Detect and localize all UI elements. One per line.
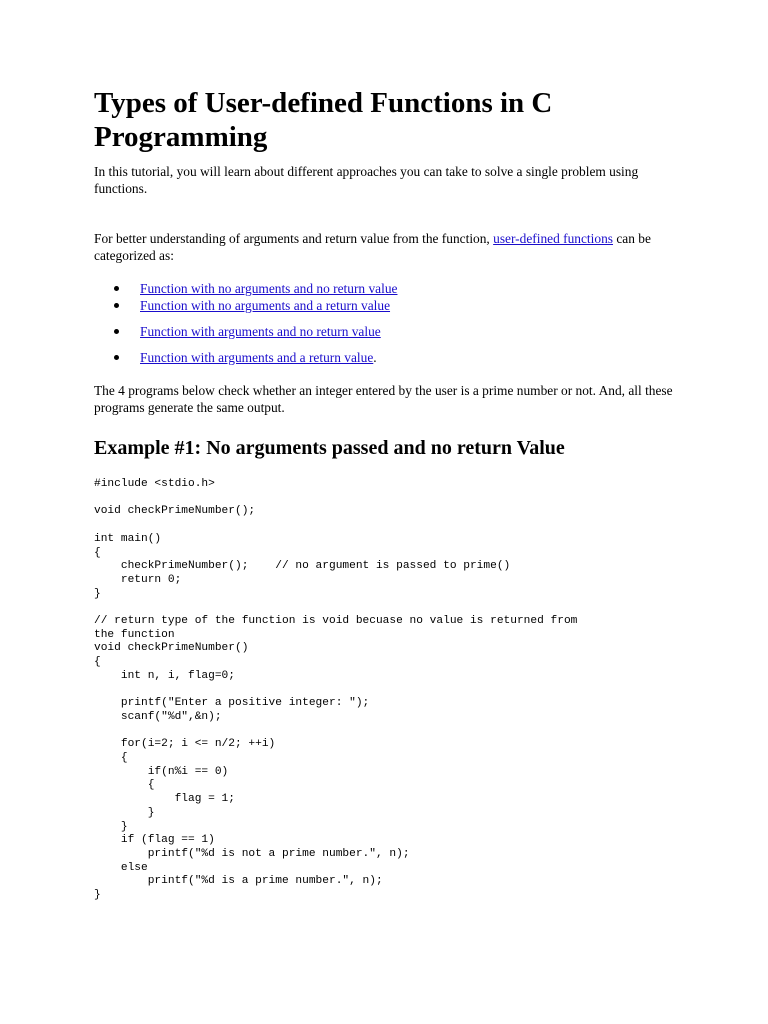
category-link-no-args-return[interactable]: Function with no arguments and a return value [140, 298, 391, 313]
list-item [94, 323, 694, 340]
category-link-args-no-return[interactable]: Function with arguments and no return value [140, 324, 381, 339]
document-page [94, 86, 694, 903]
bullet-icon [114, 286, 119, 291]
intro-paragraph: In this tutorial, you will learn about different approaches you can take to solve a single problem using functions. [94, 164, 639, 196]
bullet-icon [114, 355, 119, 360]
page-title: Types of User-defined Functions in C Programming [94, 87, 553, 153]
categorize-paragraph [94, 230, 694, 264]
example-1-heading: Example #1: No arguments passed and no return Value [94, 437, 565, 459]
programs-note-paragraph: The 4 programs below check whether an integer entered by the user is a prime number or not. And, all these programs generate the same output. [94, 383, 673, 415]
list-item [94, 280, 694, 297]
bullet-icon [114, 329, 119, 334]
user-defined-functions-link[interactable]: user-defined functions [493, 231, 613, 246]
categorize-text-after: can be categorized as: [94, 231, 651, 263]
categorize-text-before: For better understanding of arguments and return value from the function, [94, 231, 494, 246]
category-list [94, 280, 694, 366]
category-link-args-return[interactable]: Function with arguments and a return value [140, 350, 374, 365]
category-suffix: . [373, 350, 377, 365]
category-link-no-args-no-return[interactable]: Function with no arguments and no return value [140, 281, 398, 296]
list-item [94, 297, 694, 314]
list-item [94, 349, 694, 366]
bullet-icon [114, 303, 119, 308]
example-1-code-block: #include <stdio.h> void checkPrimeNumber(); int main() { checkPrimeNumber(); // no argument is passed to prime() return 0; } // return type of the function is void becuase no value is returned from the function void checkPrimeNumber() { int n, i, flag=0; printf("Enter a positive integer: "); scanf("%d",&n); for(i=2; i <= n/2; ++i) { if(n%i == 0) { flag = 1; } } if (flag == 1) printf("%d is not a prime number.", n); else printf("%d is a prime number.", n); } [94, 478, 578, 902]
